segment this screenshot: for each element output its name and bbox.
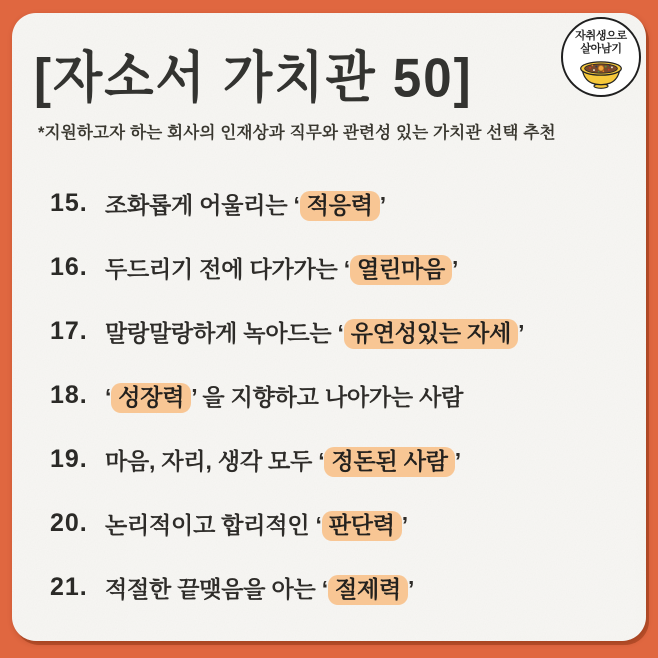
- keyword-highlight: 성장력: [111, 383, 191, 413]
- item-text: [105, 315, 524, 348]
- item-text-segment: 말랑말랑하게 녹아드는 ‘: [105, 319, 344, 346]
- item-text-segment: ’: [379, 191, 386, 218]
- item-text: [105, 507, 408, 540]
- page-title: [자소서 가치관 50]: [34, 47, 473, 109]
- item-text: [105, 443, 461, 476]
- item-text: [105, 571, 414, 604]
- list-item: [50, 235, 630, 299]
- brand-badge: [561, 17, 641, 97]
- item-text-segment: ’: [408, 575, 415, 602]
- item-number: 16.: [50, 252, 88, 281]
- item-text-segment: ‘: [105, 383, 112, 410]
- item-text-segment: ’: [452, 255, 459, 282]
- badge-text-line2: 살아남기: [580, 43, 622, 55]
- keyword-highlight: 열린마음: [350, 255, 452, 285]
- food-bowl-icon: [576, 58, 626, 90]
- value-list: [50, 171, 630, 619]
- badge-text-line1: 자취생으로: [575, 30, 627, 42]
- item-text: [105, 379, 463, 412]
- list-item: [50, 299, 630, 363]
- list-item: [50, 491, 630, 555]
- item-number: 15.: [50, 188, 88, 217]
- keyword-highlight: 정돈된 사람: [324, 447, 454, 477]
- item-number: 20.: [50, 508, 88, 537]
- item-text-segment: 적절한 끝맺음을 아는 ‘: [105, 575, 328, 602]
- item-text: [105, 251, 458, 284]
- item-text-segment: ’ 을 지향하고 나아가는 사람: [191, 383, 464, 410]
- item-text-segment: ’: [454, 447, 461, 474]
- keyword-highlight: 유연성있는 자세: [344, 319, 518, 349]
- item-text-segment: 마음, 자리, 생각 모두 ‘: [105, 447, 325, 474]
- list-item: [50, 427, 630, 491]
- list-item: [50, 555, 630, 619]
- keyword-highlight: 절제력: [328, 575, 408, 605]
- list-item: [50, 171, 630, 235]
- item-text: [105, 187, 386, 220]
- item-text-segment: 논리적이고 합리적인 ‘: [105, 511, 322, 538]
- item-text-segment: 두드리기 전에 다가가는 ‘: [105, 255, 350, 282]
- item-text-segment: ’: [518, 319, 525, 346]
- item-number: 18.: [50, 380, 88, 409]
- paper-card: [12, 13, 646, 641]
- item-number: 19.: [50, 444, 88, 473]
- keyword-highlight: 판단력: [322, 511, 402, 541]
- item-text-segment: ’: [401, 511, 408, 538]
- keyword-highlight: 적응력: [300, 191, 380, 221]
- item-number: 17.: [50, 316, 88, 345]
- list-item: [50, 363, 630, 427]
- item-text-segment: 조화롭게 어울리는 ‘: [105, 191, 300, 218]
- item-number: 21.: [50, 572, 88, 601]
- subtitle-note: *지원하고자 하는 회사의 인재상과 직무와 관련성 있는 가치관 선택 추천: [38, 124, 556, 142]
